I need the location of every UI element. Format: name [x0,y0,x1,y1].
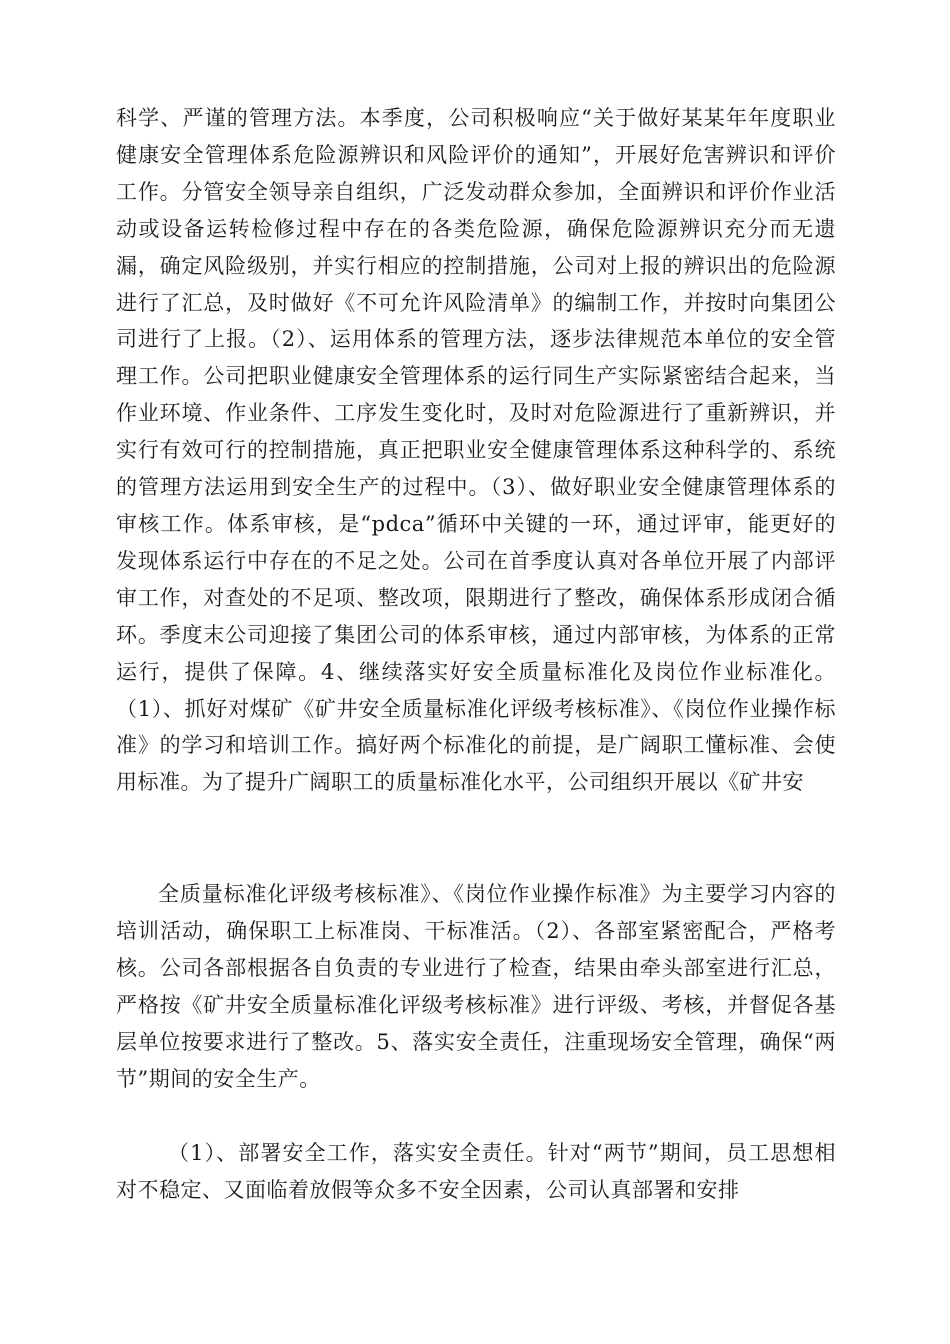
body-paragraph-3: （1）、部署安全工作，落实安全责任。针对“两节”期间，员工思想相对不稳定、又面临着放假等众多不安全因素，公司认真部署和安排 [116,1141,836,1202]
body-paragraph-2: 全质量标准化评级考核标准》、《岗位作业操作标准》为主要学习内容的培训活动，确保职工上标准岗、干标准活。（2）、各部室紧密配合，严格考核。公司各部根据各自负责的专业进行了检查，结果由牵头部室进行汇总，严格按《矿井安全质量标准化评级考核标准》进行评级、考核，并督促各基层单位按要求进行了整改。5、落实安全责任，注重现场安全管理，确保“两节”期间的安全生产。 [116,882,836,1091]
body-paragraph-1: 科学、严谨的管理方法。本季度，公司积极响应“关于做好某某年年度职业健康安全管理体系危险源辨识和风险评价的通知”，开展好危害辨识和评价工作。分管安全领导亲自组织，广泛发动群众参加，全面辨识和评价作业活动或设备运转检修过程中存在的各类危险源，确保危险源辨识充分而无遗漏，确定风险级别，并实行相应的控制措施，公司对上报的辨识出的危险源进行了汇总，及时做好《不可允许风险清单》的编制工作，并按时向集团公司进行了上报。（2）、运用体系的管理方法，逐步法律规范本单位的安全管理工作。公司把职业健康安全管理体系的运行同生产实际紧密结合起来，当作业环境、作业条件、工序发生变化时，及时对危险源进行了重新辨识，并实行有效可行的控制措施，真正把职业安全健康管理体系这种科学的、系统的管理方法运用到安全生产的过程中。（3）、做好职业安全健康管理体系的审核工作。体系审核，是“pdca”循环中关键的一环，通过评审，能更好的发现体系运行中存在的不足之处。公司在首季度认真对各单位开展了内部评审工作，对查处的不足项、整改项，限期进行了整改，确保体系形成闭合循环。季度末公司迎接了集团公司的体系审核，通过内部审核，为体系的正常运行，提供了保障。4、继续落实好安全质量标准化及岗位作业标准化。（1）、抓好对煤矿《矿井安全质量标准化评级考核标准》、《岗位作业操作标准》的学习和培训工作。搞好两个标准化的前提，是广阔职工懂标准、会使用标准。为了提升广阔职工的质量标准化水平，公司组织开展以《矿井安 [116,106,836,795]
